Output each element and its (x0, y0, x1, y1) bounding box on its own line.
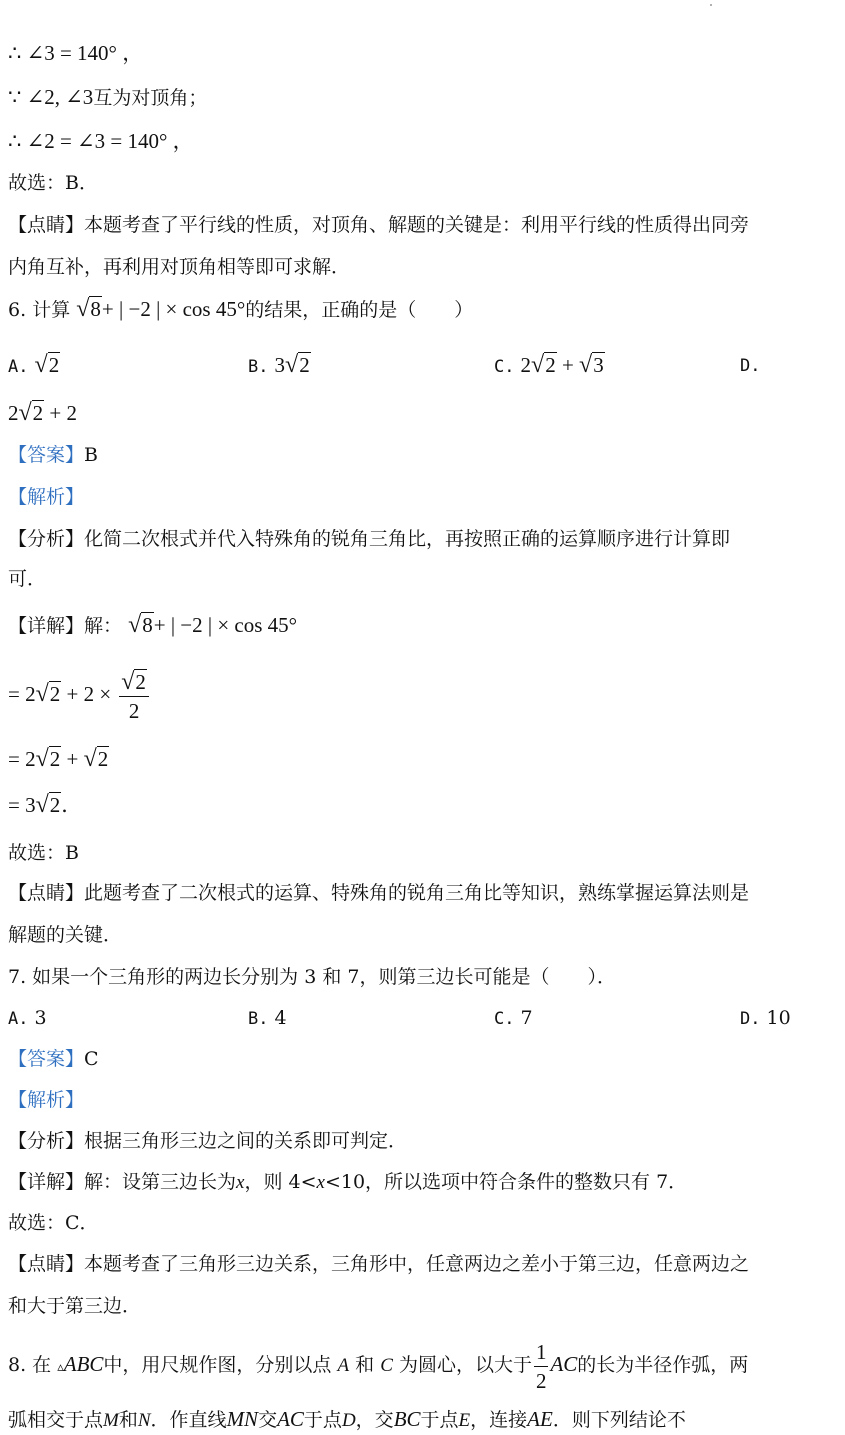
q6-option-c[interactable]: C. 2√2 + √3 (494, 352, 604, 378)
proof-line-2: ∵ ∠2, ∠3互为对顶角； (8, 85, 208, 109)
choice-line: 故选：B． (8, 172, 98, 194)
question-6-stem: 6. 计算 √8+ | −2 | × cos 45°的结果，正确的是（ ） (8, 296, 474, 322)
q7-choice: 故选：C． (8, 1212, 99, 1234)
q6-dianjing-line2: 解题的关键． (8, 924, 123, 946)
q6-step-1: = 2√2 + 2 × $\frac{√2}{2}$ (8, 666, 151, 725)
q6-option-d-label[interactable]: D. (740, 356, 761, 376)
dianjing-5-line1: 【点睛】本题考查了平行线的性质，对顶角、解题的关键是：利用平行线的性质得出同旁 (8, 214, 750, 236)
fraction-1-over-2: $\frac{1}{2}$ (535, 1339, 547, 1393)
q6-step-3: = 3√2． (8, 792, 83, 818)
q7-option-b[interactable]: B. 4 (248, 1007, 287, 1029)
fraction-sqrt2-over-2: $\frac{√2}{2}$ (119, 668, 149, 725)
q6-analysis-tag: 【解析】 (8, 486, 85, 508)
proof-line-3: ∴ ∠2 = ∠3 = 140° ， (8, 129, 194, 153)
question-7-stem: 7. 如果一个三角形的两边长分别为 3 和 7，则第三边长可能是（ ）． (8, 966, 616, 988)
q7-xiangjie: 【详解】解：设第三边长为x，则 4<x<10，所以选项中符合条件的整数只有 7． (8, 1171, 688, 1193)
q6-step-2: = 2√2 + √2 (8, 746, 109, 772)
q7-dianjing-line1: 【点睛】本题考查了三角形三边关系，三角形中，任意两边之差小于第三边，任意两边之 (8, 1253, 750, 1275)
q6-option-a[interactable]: A. √2 (8, 352, 60, 378)
q7-answer: 【答案】C (8, 1048, 99, 1070)
q6-choice: 故选：B (8, 842, 79, 864)
page-mark (710, 4, 712, 6)
proof-line-1: ∴ ∠3 = 140° ， (8, 41, 144, 65)
q7-analysis-tag: 【解析】 (8, 1089, 85, 1111)
dianjing-5-line2: 内角互补，再利用对顶角相等即可求解． (8, 256, 351, 278)
q7-fenxi: 【分析】根据三角形三边之间的关系即可判定． (8, 1130, 408, 1152)
q7-dianjing-line2: 和大于第三边． (8, 1295, 142, 1317)
q6-dianjing-line1: 【点睛】此题考查了二次根式的运算、特殊角的锐角三角比等知识，熟练掌握运算法则是 (8, 882, 750, 904)
q7-option-a[interactable]: A. 3 (8, 1007, 47, 1029)
sqrt-8: √8 (76, 296, 101, 322)
q6-fenxi-line1: 【分析】化简二次根式并代入特殊角的锐角三角比，再按照正确的运算顺序进行计算即 (8, 528, 731, 550)
question-8-line2: 弧相交于点M和N．作直线MN交AC于点D，交BC于点E，连接AE．则下列结论不 (8, 1407, 686, 1431)
question-8-line1: 8. 在 ▵ABC中，用尺规作图，分别以点 A 和 C 为圆心，以大于 $\frac{1}{2}$ AC的长为半径作弧，两 (8, 1339, 749, 1393)
q6-option-b[interactable]: B. 3√2 (248, 352, 310, 378)
q6-answer: 【答案】B (8, 444, 98, 466)
q7-option-c[interactable]: C. 7 (494, 1007, 533, 1029)
q7-option-d[interactable]: D. 10 (740, 1007, 791, 1029)
q6-xiangjie: 【详解】解： √8+ | −2 | × cos 45° (8, 612, 298, 638)
q6-fenxi-line2: 可． (8, 568, 47, 590)
q6-option-d-value: 2√2 + 2 (8, 400, 78, 426)
